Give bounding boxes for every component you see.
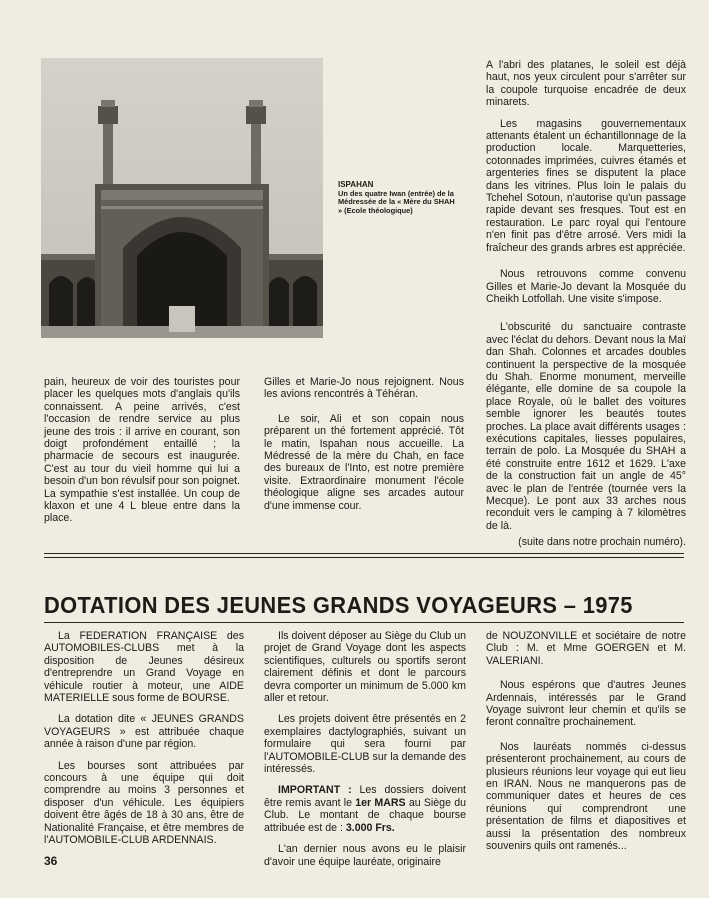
dotation-column-right [486, 630, 686, 862]
separator-rule [44, 557, 684, 558]
dotation-important-paragraph [264, 784, 466, 834]
article-column-middle [264, 376, 464, 521]
continued-note: (suite dans notre prochain numéro). [518, 536, 686, 549]
dotation-paragraph: Nos lauréats nommés ci-dessus présenteront prochainement, au cours de plusieurs réunions leur voyage qui eut lieu en IRAN. Nous ne manquerons pas de communiquer dates et heures de ces réunions qui comprendront une présentation de films et diapositives et aussi la présentation des nombreux souvenirs quils ont ramenés... [486, 740, 686, 853]
dotation-paragraph: de NOUZONVILLE et sociétaire de notre Club : M. et Mme GOERGEN et M. VALERIANI. [486, 630, 686, 667]
ispahan-photo [41, 58, 323, 338]
article-column-left [44, 376, 240, 534]
article-paragraph: A l'abri des platanes, le soleil est déjà haut, nos yeux circulent pour s'arrêter sur la coupole turquoise encadrée de deux minarets. [486, 59, 686, 109]
important-text: Les dossiers doivent être remis avant le [264, 784, 466, 809]
dotation-paragraph: L'an dernier nous avons eu le plaisir d'avoir une équipe lauréate, originaire [264, 843, 466, 868]
dotation-column-middle [264, 630, 466, 877]
dotation-headline: DOTATION DES JEUNES GRANDS VOYAGEURS – 1975 [44, 592, 633, 618]
dotation-column-left [44, 630, 244, 856]
dotation-paragraph: La FEDERATION FRANÇAISE des AUTOMOBILES-CLUBS met à la disposition de Jeunes désireux d'entreprendre un Grand Voyage en véhicule routier à moteur, une AIDE MATERIELLE sous forme de BOURSE. [44, 630, 244, 705]
deadline-date: 1er MARS [355, 796, 406, 809]
caption-title: ISPAHAN [338, 180, 374, 189]
separator-rule [44, 553, 684, 554]
iwan-illustration [41, 58, 323, 338]
important-text: au Siège du Club. Le montant de chaque bourse attribuée est de : [264, 796, 466, 834]
bourse-amount: 3.000 Frs. [345, 821, 395, 834]
page-number: 36 [44, 854, 58, 868]
dotation-paragraph: Ils doivent déposer au Siège du Club un projet de Grand Voyage dont les aspects scientifiques, culturels ou sportifs seront clairement définis et dont le parcours devra comporter un minimum de 5.000 km aller et retour. [264, 630, 466, 705]
article-paragraph: Nous retrouvons comme convenu Gilles et Marie-Jo devant la Mosquée du Cheikh Lotfollah. Une visite s'impose. [486, 268, 686, 305]
article-paragraph: pain, heureux de voir des touristes pour placer les quelques mots d'anglais qu'ils connaissent. A peine arrivés, c'est l'occasion de rendre service au plus jeune des trois : il arrive en courant, son doigt profondément entaillé ; la pharmacie de secours est inaugurée. C'est au tour du vieil homme qui lui a besoin d'un bon révulsif pour son poignet. La sympathie s'est installée. Un coup de klaxon et une 4 L bleue entre dans la place. [44, 376, 240, 525]
article-paragraph: L'obscurité du sanctuaire contraste avec l'éclat du dehors. Devant nous la Maï dan Shah. Colonnes et arcades doubles continuent la perspective de la mosquée du Shah. Enorme monument, merveille élégante, elle domine de sa coupole la place Royale, où le ballet des voitures semble ignorer les beautés toutes proches. La place avait différents usages : exécutions capitales, liesses populaires, terrain de polo. La Mosquée du SHAH a été construite entre 1612 et 1629. L'axe de la construction fait un angle de 45° avec le plan de l'entrée (tournée vers la Mecque). Le pont aux 33 arches nous reconduit vers le camping à 7 kilomètres de là. [486, 321, 686, 532]
photo-caption [338, 181, 460, 215]
dotation-paragraph: La dotation dite « JEUNES GRANDS VOYAGEURS » est attribuée chaque année à raison d'une par région. [44, 713, 244, 751]
article-paragraph: Les magasins gouvernementaux attenants étalent un échantillonnage de la production locale. Marquetteries, cotonnades imprimées, cuivres étamés et argenteries fines se disputent la place dans les vitrines. Plus loin le palais du Tchehel Sotoun, n'autorise qu'un passage rapide devant ses fresques. Tout est en restauration. Le parc royal qui l'entoure n'en finit pas d'être arrosé. Vers midi la fraîcheur des grands arbres est appréciée. [486, 117, 686, 254]
article-paragraph: Le soir, Ali et son copain nous préparent un thé fortement apprécié. Tôt le matin, Ispahan nous accueille. La Médressé de la mère du Chah, en face des bureaux de l'Into, est notre première visite. Extraordinaire monument l'école théologique aligne ses arcades autour d'une immense cour. [264, 412, 464, 512]
important-label: IMPORTANT : [278, 784, 352, 797]
caption-text: Un des quatre Iwan (entrée) de la Médressée de la « Mère du SHAH » (Ecole théologique) [338, 188, 455, 215]
dotation-paragraph: Les projets doivent être présentés en 2 exemplaires dactylographiés, suivant un formulaire qui sera fourni par l'AUTOMOBILE-CLUB sur la demande des intéressés. [264, 713, 466, 776]
article-column-right [486, 59, 686, 558]
article-paragraph: Gilles et Marie-Jo nous rejoignent. Nous les avions rencontrés à Téhéran. [264, 376, 464, 401]
separator-rule [44, 622, 684, 623]
dotation-paragraph: Nous espérons que d'autres Jeunes Ardennais, intéressés par le Grand Voyage suivront leur chemin et qu'ils se feront connaître prochainement. [486, 679, 686, 729]
dotation-paragraph: Les bourses sont attribuées par concours à une équipe qui doit comprendre au moins 3 personnes et disposer d'un véhicule. Les équipiers doivent être âgés de 18 à 30 ans, être de Nationalité Française, et être membres de l'AUTOMOBILE-CLUB ARDENNAIS. [44, 759, 244, 847]
